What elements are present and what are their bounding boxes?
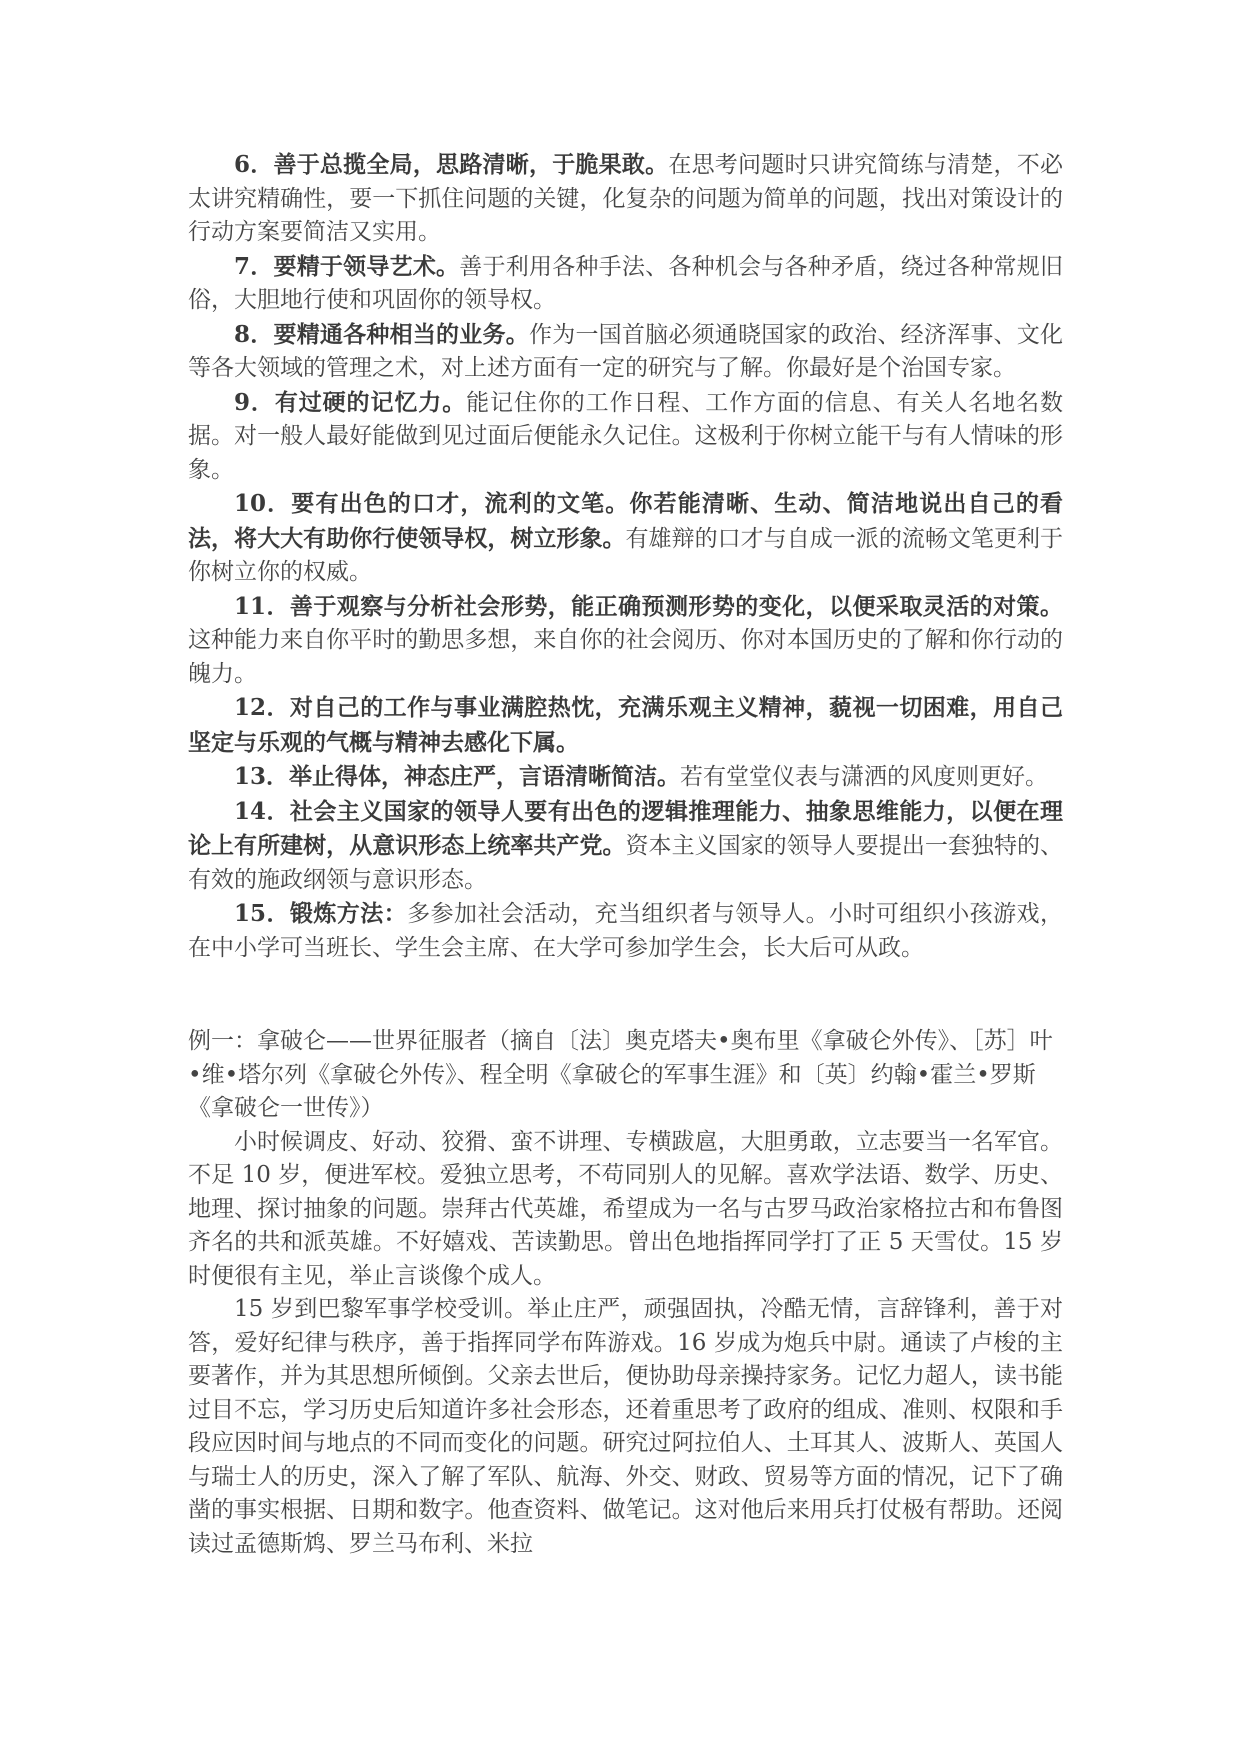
item-lead: 13．举止得体，神态庄严，言语清晰简洁。 bbox=[234, 763, 681, 790]
list-item bbox=[188, 590, 1063, 692]
list-item bbox=[188, 250, 1063, 318]
item-text: 资本主义国家的领导人要提出一套独特的、有效的施政纲领与意识形态。 bbox=[188, 833, 1064, 893]
item-lead: 11．善于观察与分析社会形势，能正确预测形势的变化，以便采取灵活的对策。 bbox=[234, 592, 1063, 620]
list-item bbox=[188, 760, 1063, 795]
item-lead: 8．要精通各种相当的业务。 bbox=[234, 320, 529, 348]
example-heading: 例一：拿破仑——世界征服者（摘自〔法〕奥克塔夫•奥布里《拿破仑外传》、［苏］叶•维•塔尔列《拿破仑外传》、程全明《拿破仑的军事生涯》和〔英〕约翰•霍兰•罗斯《拿破仑一世传》） bbox=[188, 1028, 1053, 1121]
item-text: 这种能力来自你平时的勤思多想，来自你的社会阅历、你对本国历史的了解和你行动的魄力。 bbox=[188, 627, 1063, 687]
list-item bbox=[188, 386, 1063, 488]
item-text: 作为一国首脑必须通晓国家的政治、经济浑事、文化等各大领域的管理之术，对上述方面有一定的研究与了解。你最好是个治国专家。 bbox=[188, 321, 1064, 381]
list-item bbox=[188, 487, 1063, 590]
item-lead: 6．善于总揽全局，思路清晰，于脆果敢。 bbox=[234, 151, 669, 178]
item-lead: 9．有过硬的记忆力。 bbox=[234, 388, 467, 416]
list-item bbox=[188, 318, 1063, 386]
list-item bbox=[188, 691, 1063, 760]
item-text: 多参加社会活动，充当组织者与领导人。小时可组织小孩游戏，在中小学可当班长、学生会主席、在大学可参加学生会，长大后可从政。 bbox=[188, 901, 1063, 961]
item-lead: 10．要有出色的口才，流利的文笔。你若能清晰、生动、简洁地说出自己的看法，将大大有助你行使领导权，树立形象。 bbox=[188, 490, 1063, 552]
item-lead: 12．对自己的工作与事业满腔热忱，充满乐观主义精神，藐视一切困难，用自己坚定与乐观的气概与精神去感化下属。 bbox=[188, 694, 1063, 756]
item-lead: 15．锻炼方法： bbox=[234, 900, 408, 927]
story-paragraph: 15 岁到巴黎军事学校受训。举止庄严，顽强固执，冷酷无情，言辞锋利，善于对答，爱好纪律与秩序，善于指挥同学布阵游戏。16 岁成为炮兵中尉。通读了卢梭的主要著作，并为其思想所倾倒。父亲去世后，便协助母亲操持家务。记忆力超人，读书能过目不忘，学习历史后知道许多社会形态，还着重思考了政府的组成、准则、权限和手段应因时间与地点的不同而变化的问题。研究过阿拉伯人、土耳其人、波斯人、英国人与瑞士人的历史，深入了解了军队、航海、外交、财政、贸易等方面的情况，记下了确凿的事实根据、日期和数字。他查资料、做笔记。这对他后来用兵打仗极有帮助。还阅读过孟德斯鸩、罗兰马布利、米拉 bbox=[188, 1296, 1063, 1557]
section-gap bbox=[188, 965, 1063, 1025]
item-text: 善于利用各种手法、各种机会与各种矛盾，绕过各种常规旧俗，大胆地行使和巩固你的领导权。 bbox=[188, 253, 1064, 313]
list-item bbox=[188, 897, 1063, 965]
story-paragraph: 小时候调皮、好动、狡猾、蛮不讲理、专横跋扈，大胆勇敢，立志要当一名军官。不足 10 岁，便进军校。爱独立思考，不苟同别人的见解。喜欢学法语、数学、历史、地理、探讨抽象的问题。崇拜古代英雄，希望成为一名与古罗马政治家格拉古和布鲁图齐名的共和派英雄。不好嬉戏、苦读勤思。曾出色地指挥同学打了正 5 天雪仗。15 岁时便很有主见，举止言谈像个成人。 bbox=[188, 1128, 1063, 1289]
item-text: 在思考问题时只讲究简练与清楚，不必太讲究精确性，要一下抓住问题的关键，化复杂的问题为简单的问题，找出对策设计的行动方案要简洁又实用。 bbox=[188, 152, 1063, 245]
list-item bbox=[188, 148, 1063, 250]
item-text: 有雄辩的口才与自成一派的流畅文笔更利于你树立你的权威。 bbox=[188, 525, 1064, 585]
item-text: 能记住你的工作日程、工作方面的信息、有关人名地名数据。对一般人最好能做到见过面后便能永久记住。这极利于你树立能干与有人情味的形象。 bbox=[188, 389, 1063, 483]
list-item bbox=[188, 795, 1063, 898]
item-lead: 7．要精于领导艺术。 bbox=[234, 252, 460, 280]
item-lead: 14．社会主义国家的领导人要有出色的逻辑推理能力、抽象思维能力，以便在理论上有所建树，从意识形态上统率共产党。 bbox=[188, 797, 1063, 859]
item-text: 若有堂堂仪表与潇洒的风度则更好。 bbox=[680, 764, 1049, 790]
document-body bbox=[188, 148, 1063, 1561]
